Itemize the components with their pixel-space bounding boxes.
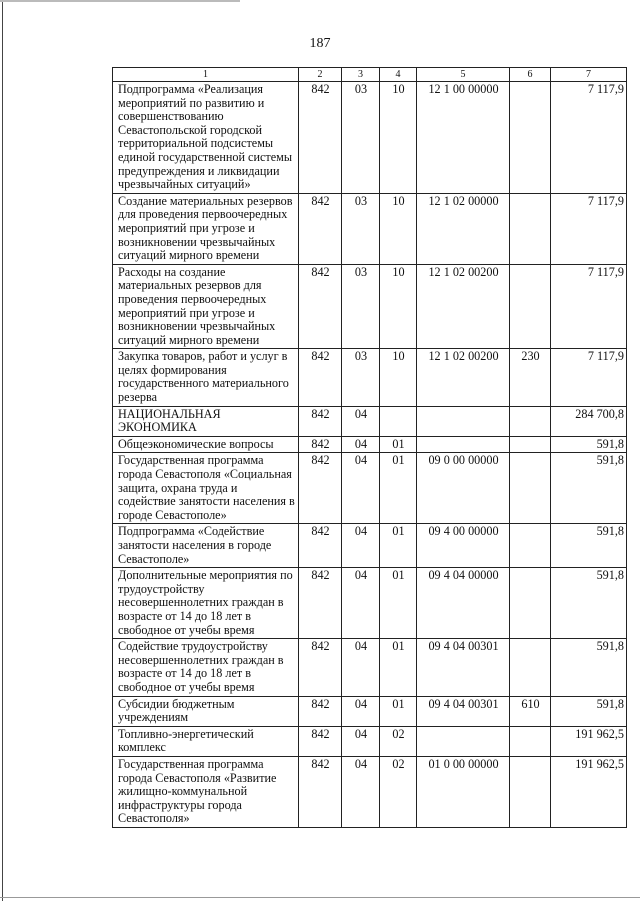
table-row bbox=[113, 264, 627, 349]
section-code-cell: 04 bbox=[342, 639, 380, 696]
target-article-code-cell: 12 1 02 00000 bbox=[417, 193, 510, 264]
amount-cell: 591,8 bbox=[551, 436, 627, 453]
admin-code-cell: 842 bbox=[299, 726, 342, 756]
expense-type-code-cell bbox=[510, 726, 551, 756]
subsection-code-cell: 01 bbox=[380, 639, 417, 696]
item-name-cell: Дополнительные мероприятия по трудоустройству несовершеннолетних граждан в возрасте от 14 до 18 лет в свободное от учебы время bbox=[113, 568, 299, 639]
section-code-cell: 04 bbox=[342, 436, 380, 453]
admin-code-cell: 842 bbox=[299, 349, 342, 406]
section-code-cell: 04 bbox=[342, 524, 380, 568]
expense-type-code-cell: 230 bbox=[510, 349, 551, 406]
column-header: 6 bbox=[510, 68, 551, 82]
section-code-cell: 04 bbox=[342, 756, 380, 827]
subsection-code-cell bbox=[380, 406, 417, 436]
expense-type-code-cell bbox=[510, 568, 551, 639]
table-row bbox=[113, 406, 627, 436]
target-article-code-cell: 01 0 00 00000 bbox=[417, 756, 510, 827]
amount-cell: 591,8 bbox=[551, 639, 627, 696]
admin-code-cell: 842 bbox=[299, 436, 342, 453]
subsection-code-cell: 10 bbox=[380, 349, 417, 406]
target-article-code-cell: 09 0 00 00000 bbox=[417, 453, 510, 524]
admin-code-cell: 842 bbox=[299, 696, 342, 726]
admin-code-cell: 842 bbox=[299, 756, 342, 827]
expense-type-code-cell bbox=[510, 524, 551, 568]
table-row bbox=[113, 349, 627, 406]
amount-cell: 7 117,9 bbox=[551, 349, 627, 406]
column-header: 2 bbox=[299, 68, 342, 82]
target-article-code-cell bbox=[417, 406, 510, 436]
budget-table bbox=[112, 67, 627, 828]
subsection-code-cell: 02 bbox=[380, 756, 417, 827]
amount-cell: 7 117,9 bbox=[551, 264, 627, 349]
table-row bbox=[113, 756, 627, 827]
amount-cell: 191 962,5 bbox=[551, 756, 627, 827]
item-name-cell: Общеэкономические вопросы bbox=[113, 436, 299, 453]
section-code-cell: 03 bbox=[342, 82, 380, 194]
target-article-code-cell bbox=[417, 436, 510, 453]
section-code-cell: 04 bbox=[342, 726, 380, 756]
item-name-cell: НАЦИОНАЛЬНАЯ ЭКОНОМИКА bbox=[113, 406, 299, 436]
subsection-code-cell: 01 bbox=[380, 436, 417, 453]
item-name-cell: Топливно-энергетический комплекс bbox=[113, 726, 299, 756]
item-name-cell: Закупка товаров, работ и услуг в целях формирования государственного материального резерва bbox=[113, 349, 299, 406]
admin-code-cell: 842 bbox=[299, 453, 342, 524]
table-body bbox=[113, 82, 627, 828]
subsection-code-cell: 01 bbox=[380, 453, 417, 524]
table-row bbox=[113, 568, 627, 639]
table-row bbox=[113, 453, 627, 524]
item-name-cell: Субсидии бюджетным учреждениям bbox=[113, 696, 299, 726]
table-row bbox=[113, 696, 627, 726]
section-code-cell: 04 bbox=[342, 406, 380, 436]
subsection-code-cell: 10 bbox=[380, 264, 417, 349]
subsection-code-cell: 02 bbox=[380, 726, 417, 756]
subsection-code-cell: 01 bbox=[380, 524, 417, 568]
amount-cell: 591,8 bbox=[551, 453, 627, 524]
section-code-cell: 04 bbox=[342, 696, 380, 726]
target-article-code-cell: 09 4 04 00000 bbox=[417, 568, 510, 639]
admin-code-cell: 842 bbox=[299, 193, 342, 264]
expense-type-code-cell bbox=[510, 756, 551, 827]
amount-cell: 591,8 bbox=[551, 524, 627, 568]
subsection-code-cell: 10 bbox=[380, 193, 417, 264]
expense-type-code-cell bbox=[510, 453, 551, 524]
column-header: 7 bbox=[551, 68, 627, 82]
table-row bbox=[113, 639, 627, 696]
section-code-cell: 04 bbox=[342, 453, 380, 524]
subsection-code-cell: 01 bbox=[380, 568, 417, 639]
amount-cell: 591,8 bbox=[551, 696, 627, 726]
subsection-code-cell: 01 bbox=[380, 696, 417, 726]
admin-code-cell: 842 bbox=[299, 406, 342, 436]
amount-cell: 284 700,8 bbox=[551, 406, 627, 436]
table-row bbox=[113, 193, 627, 264]
target-article-code-cell: 09 4 04 00301 bbox=[417, 639, 510, 696]
admin-code-cell: 842 bbox=[299, 82, 342, 194]
item-name-cell: Подпрограмма «Реализация мероприятий по развитию и совершенствованию Севастопольской городской территориальной подсистемы единой государственной системы предупреждения и ликвидации чрезвычайных ситуаций» bbox=[113, 82, 299, 194]
table-row bbox=[113, 524, 627, 568]
section-code-cell: 03 bbox=[342, 264, 380, 349]
section-code-cell: 03 bbox=[342, 349, 380, 406]
target-article-code-cell: 09 4 04 00301 bbox=[417, 696, 510, 726]
amount-cell: 191 962,5 bbox=[551, 726, 627, 756]
item-name-cell: Содействие трудоустройству несовершеннолетних граждан в возрасте от 14 до 18 лет в свободное от учебы время bbox=[113, 639, 299, 696]
admin-code-cell: 842 bbox=[299, 568, 342, 639]
amount-cell: 7 117,9 bbox=[551, 193, 627, 264]
expense-type-code-cell: 610 bbox=[510, 696, 551, 726]
table-row bbox=[113, 82, 627, 194]
page-number: 187 bbox=[309, 36, 331, 51]
expense-type-code-cell bbox=[510, 82, 551, 194]
table-row bbox=[113, 726, 627, 756]
item-name-cell: Создание материальных резервов для проведения первоочередных мероприятий при угрозе и возникновении чрезвычайных ситуаций мирного времени bbox=[113, 193, 299, 264]
expense-type-code-cell bbox=[510, 264, 551, 349]
section-code-cell: 03 bbox=[342, 193, 380, 264]
column-header: 4 bbox=[380, 68, 417, 82]
target-article-code-cell: 12 1 02 00200 bbox=[417, 349, 510, 406]
target-article-code-cell: 12 1 00 00000 bbox=[417, 82, 510, 194]
amount-cell: 591,8 bbox=[551, 568, 627, 639]
table-row bbox=[113, 436, 627, 453]
column-header: 1 bbox=[113, 68, 299, 82]
column-header: 5 bbox=[417, 68, 510, 82]
scan-edge-left bbox=[2, 0, 3, 901]
item-name-cell: Государственная программа города Севастополя «Развитие жилищно-коммунальной инфраструктуры города Севастополя» bbox=[113, 756, 299, 827]
admin-code-cell: 842 bbox=[299, 264, 342, 349]
admin-code-cell: 842 bbox=[299, 524, 342, 568]
expense-type-code-cell bbox=[510, 406, 551, 436]
target-article-code-cell: 09 4 00 00000 bbox=[417, 524, 510, 568]
section-code-cell: 04 bbox=[342, 568, 380, 639]
item-name-cell: Расходы на создание материальных резервов для проведения первоочередных мероприятий при угрозе и возникновении чрезвычайных ситуаций мирного времени bbox=[113, 264, 299, 349]
expense-type-code-cell bbox=[510, 193, 551, 264]
expense-type-code-cell bbox=[510, 639, 551, 696]
column-header: 3 bbox=[342, 68, 380, 82]
scan-edge-bottom bbox=[0, 897, 640, 898]
expense-type-code-cell bbox=[510, 436, 551, 453]
scan-edge-top bbox=[0, 0, 240, 2]
item-name-cell: Государственная программа города Севастополя «Социальная защита, охрана труда и содействие занятости населения в городе Севастополе» bbox=[113, 453, 299, 524]
header-row bbox=[113, 68, 627, 82]
target-article-code-cell bbox=[417, 726, 510, 756]
subsection-code-cell: 10 bbox=[380, 82, 417, 194]
amount-cell: 7 117,9 bbox=[551, 82, 627, 194]
admin-code-cell: 842 bbox=[299, 639, 342, 696]
target-article-code-cell: 12 1 02 00200 bbox=[417, 264, 510, 349]
item-name-cell: Подпрограмма «Содействие занятости населения в городе Севастополе» bbox=[113, 524, 299, 568]
